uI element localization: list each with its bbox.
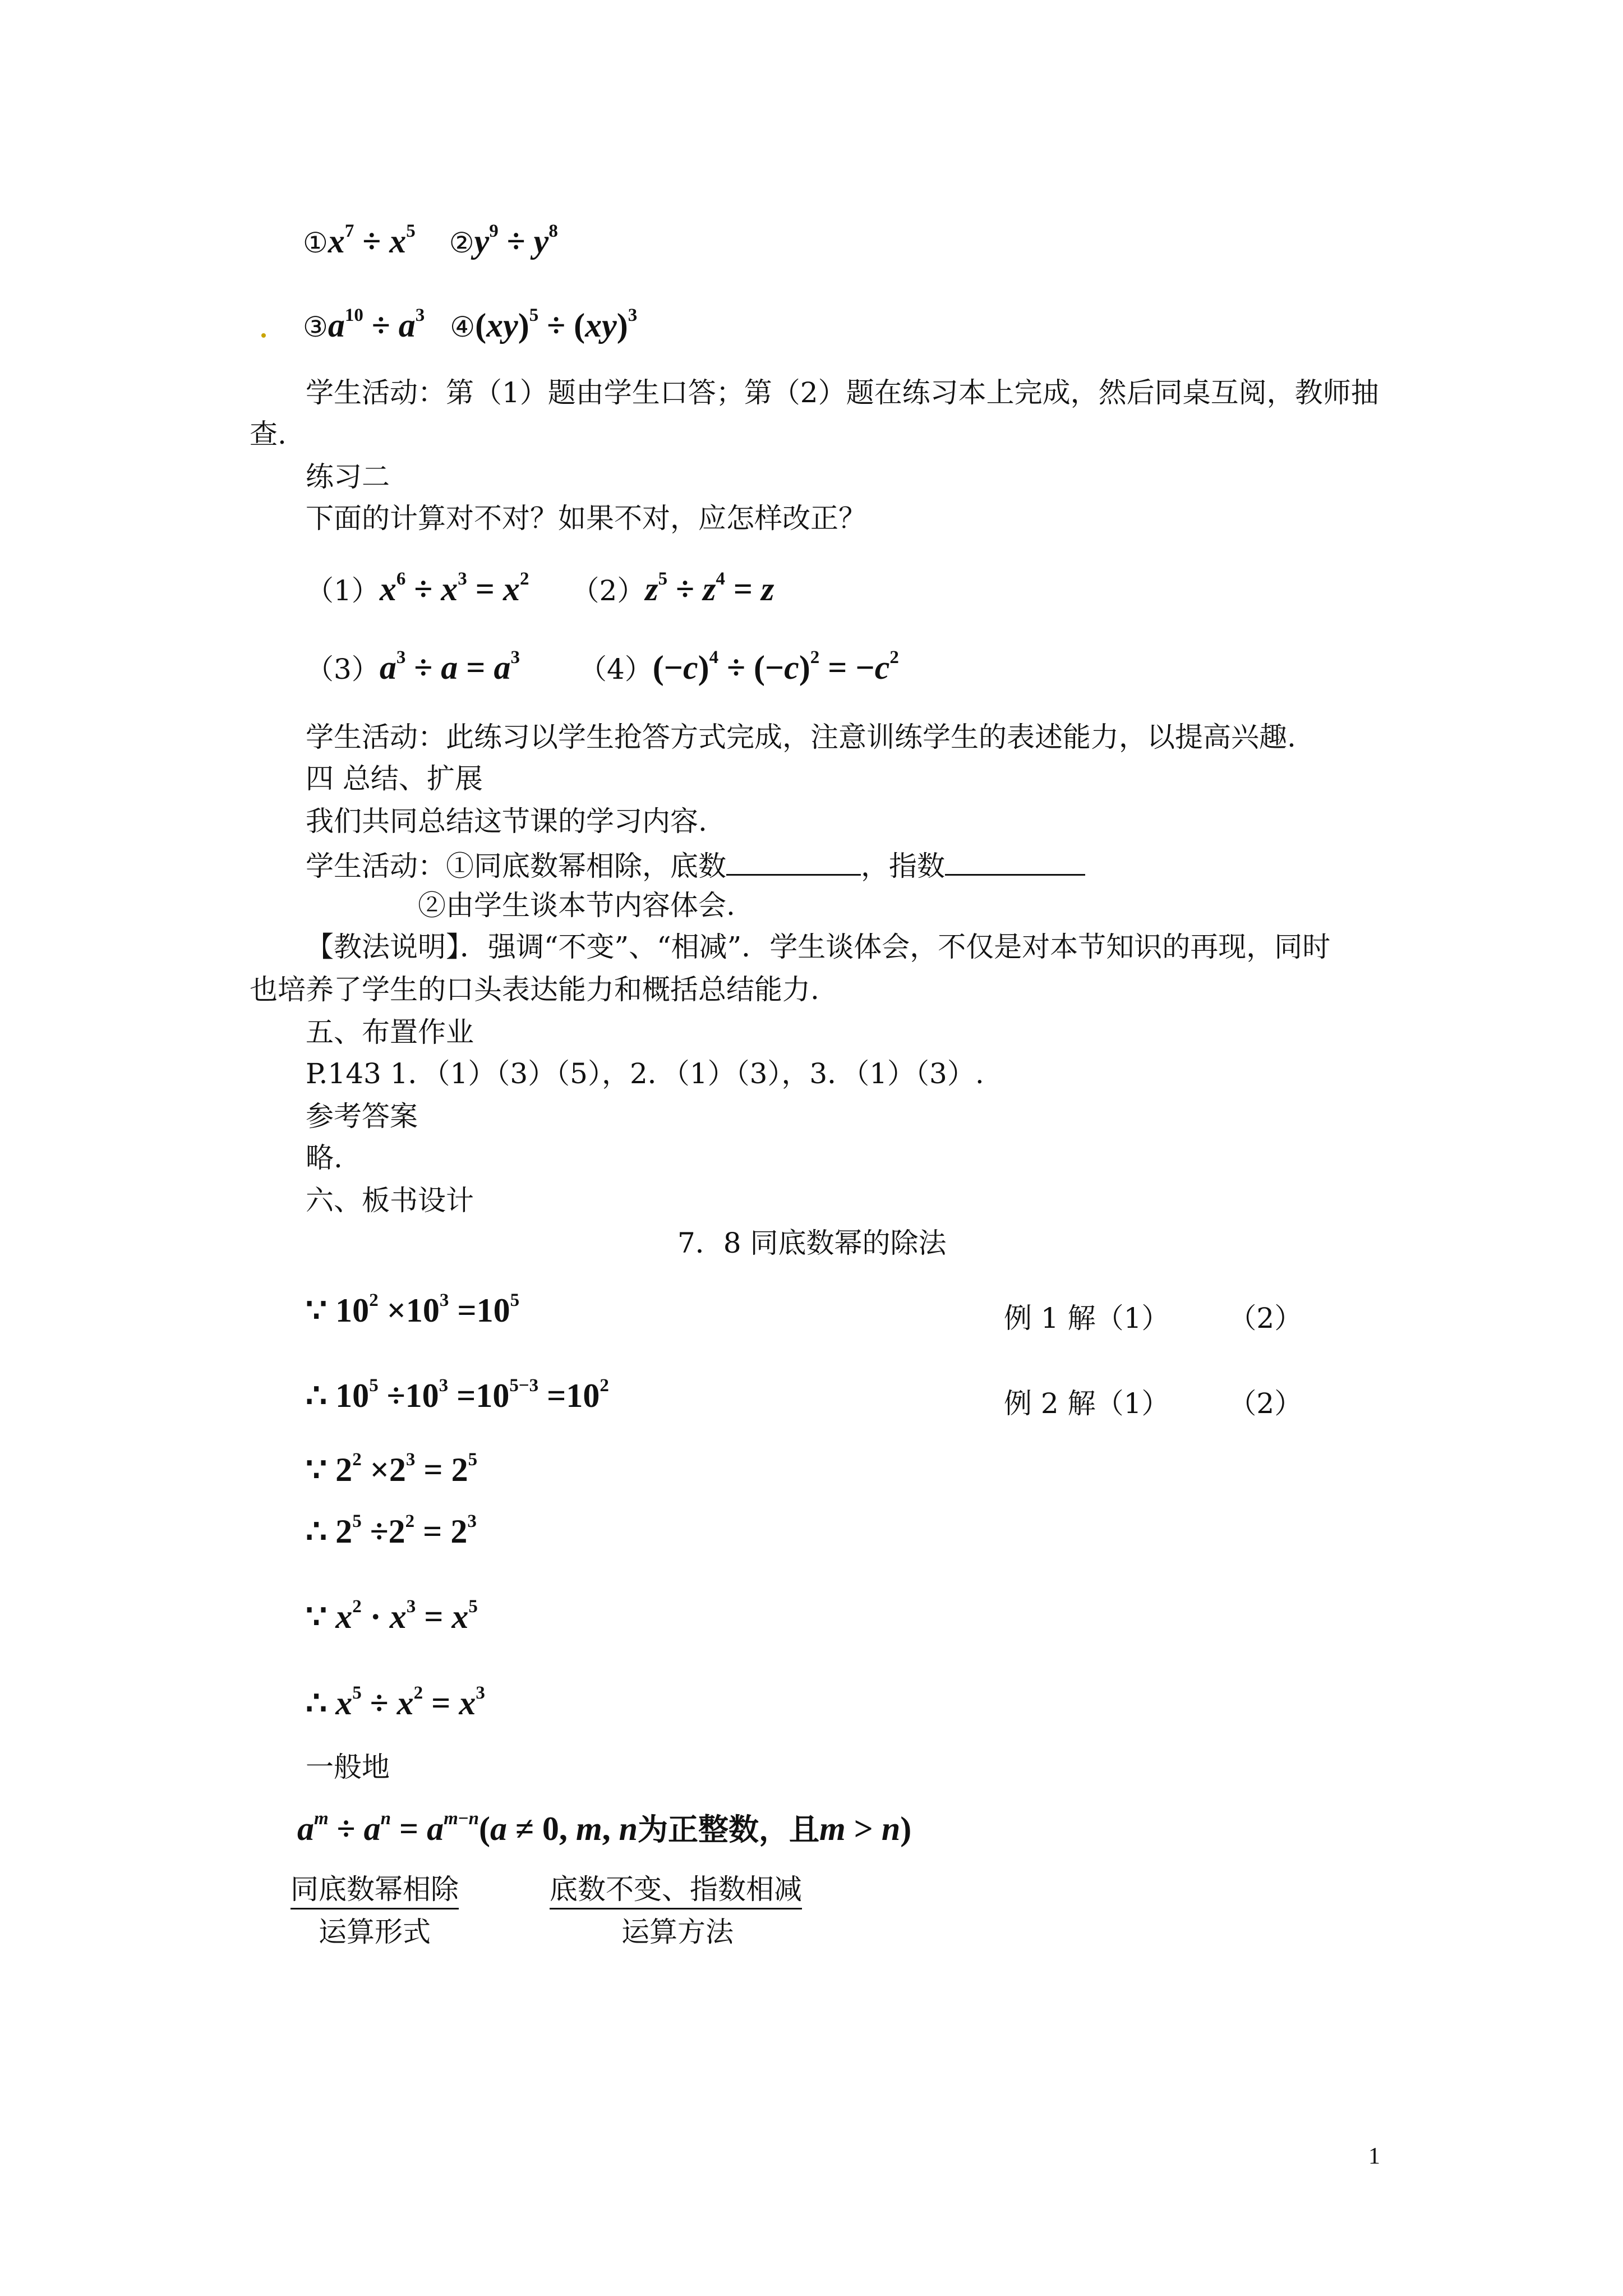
rule-text: 为正整数，且 <box>637 1812 819 1847</box>
summary-activity-mid: ，指数 <box>861 850 945 882</box>
exercise2-title: 练习二 <box>306 461 390 493</box>
board-line5: ∵ $x^2 \cdot x^3 = x^5$ <box>306 1596 478 1635</box>
page-number: 1 <box>1368 2143 1380 2169</box>
marker-1: ① <box>303 227 328 259</box>
activity1-line1: 学生活动：第（1）题由学生口答；第（2）题在练习本上完成，然后同桌互阅，教师抽 <box>306 376 1379 409</box>
activity2: 学生活动：此练习以学生抢答方式完成，注意训练学生的表述能力，以提高兴趣. <box>306 721 1296 753</box>
base-blank <box>726 845 861 876</box>
label-same-base-divide: 同底数幂相除 <box>291 1873 459 1910</box>
exercise2-question: 下面的计算对不对？如果不对，应怎样改正？ <box>306 502 866 535</box>
summary-intro: 我们共同总结这节课的学习内容. <box>306 805 707 838</box>
summary-activity <box>306 845 1085 884</box>
example1-label: 例 1 解（1） <box>1004 1302 1170 1335</box>
label-operation-form <box>291 1871 459 1907</box>
label-operation-method <box>550 1871 802 1907</box>
board-line4: ∴ $2^5 \div 2^2 = 2^3$ <box>306 1511 477 1550</box>
marker-2: ② <box>449 227 474 259</box>
example2-label: 例 2 解（1） <box>1004 1387 1170 1420</box>
answer-heading: 参考答案 <box>306 1100 418 1133</box>
general-label: 一般地 <box>306 1751 390 1783</box>
exercise2-row1: $(1)x^6 \div x^3 = x^2$ $(2)z^5 \div z^4 = z$ <box>306 569 774 608</box>
exercise2-row2: $(3)a^3 \div a = a^3$ $(4)(-c)^4 \div (-c)^2 = -c^2$ <box>306 647 899 686</box>
homework-text: P.143 1．（1）（3）（5），2．（1）（3），3．（1）（3）. <box>306 1057 984 1090</box>
caption-form: 运算形式 <box>319 1916 431 1948</box>
exponent-blank <box>945 845 1085 876</box>
method-line2: 也培养了学生的口头表达能力和概括总结能力. <box>250 973 819 1006</box>
caption-method: 运算方法 <box>621 1916 734 1948</box>
board-line2: ∴ $10^5 \div 10^3 =10^{5-3} =10^2$ <box>306 1375 609 1414</box>
general-rule: $a^m \div a^n = a^{m-n}(a \ne 0$, m, n为正整数，且m > n) <box>297 1809 912 1847</box>
summary-heading: 四 总结、扩展 <box>306 762 483 795</box>
example1 <box>1004 1300 1302 1336</box>
stray-mark <box>261 333 266 338</box>
example2 <box>1004 1386 1302 1421</box>
board-heading: 六、板书设计 <box>306 1184 474 1217</box>
activity1-line2: 查. <box>250 418 287 450</box>
board-title: 7．8 同底数幂的除法 <box>677 1227 947 1259</box>
example1-part2: （2） <box>1242 1302 1303 1335</box>
method-line1: 【教法说明】．强调“不变”、“相减”．学生谈体会，不仅是对本节知识的再现，同时 <box>306 931 1331 963</box>
marker-3: ③ <box>303 311 328 343</box>
exercise1-row2: $③a^{10} \div a^3$ ④(xy)$^5$ ÷ (xy)$^3$ <box>303 305 638 344</box>
label-base-unchanged: 底数不变、指数相减 <box>550 1873 802 1910</box>
answer-text: 略. <box>306 1142 343 1174</box>
item-label-2: （2） <box>571 574 645 607</box>
summary-activity-line2: ②由学生谈本节内容体会. <box>418 889 735 922</box>
board-line1: ∵ $10^2 \times 10^3 =10^5$ <box>306 1290 520 1329</box>
marker-4: ④ <box>450 311 476 343</box>
item-label-1: （1） <box>306 574 380 607</box>
item-label-3: （3） <box>306 653 380 685</box>
summary-activity-prefix: 学生活动：①同底数幂相除，底数 <box>306 850 726 882</box>
item-label-4: （4） <box>578 653 653 685</box>
example2-part2: （2） <box>1242 1387 1303 1420</box>
homework-heading: 五、布置作业 <box>306 1016 474 1048</box>
board-line3: ∵ $2^2 \times 2^3 = 2^5$ <box>306 1450 478 1488</box>
exercise1-row1: $①x^7 \div x^5$ $②y^9 \div y^8$ <box>303 221 558 260</box>
board-line6: ∴ $x^5 \div x^2 = x^3$ <box>306 1683 485 1722</box>
